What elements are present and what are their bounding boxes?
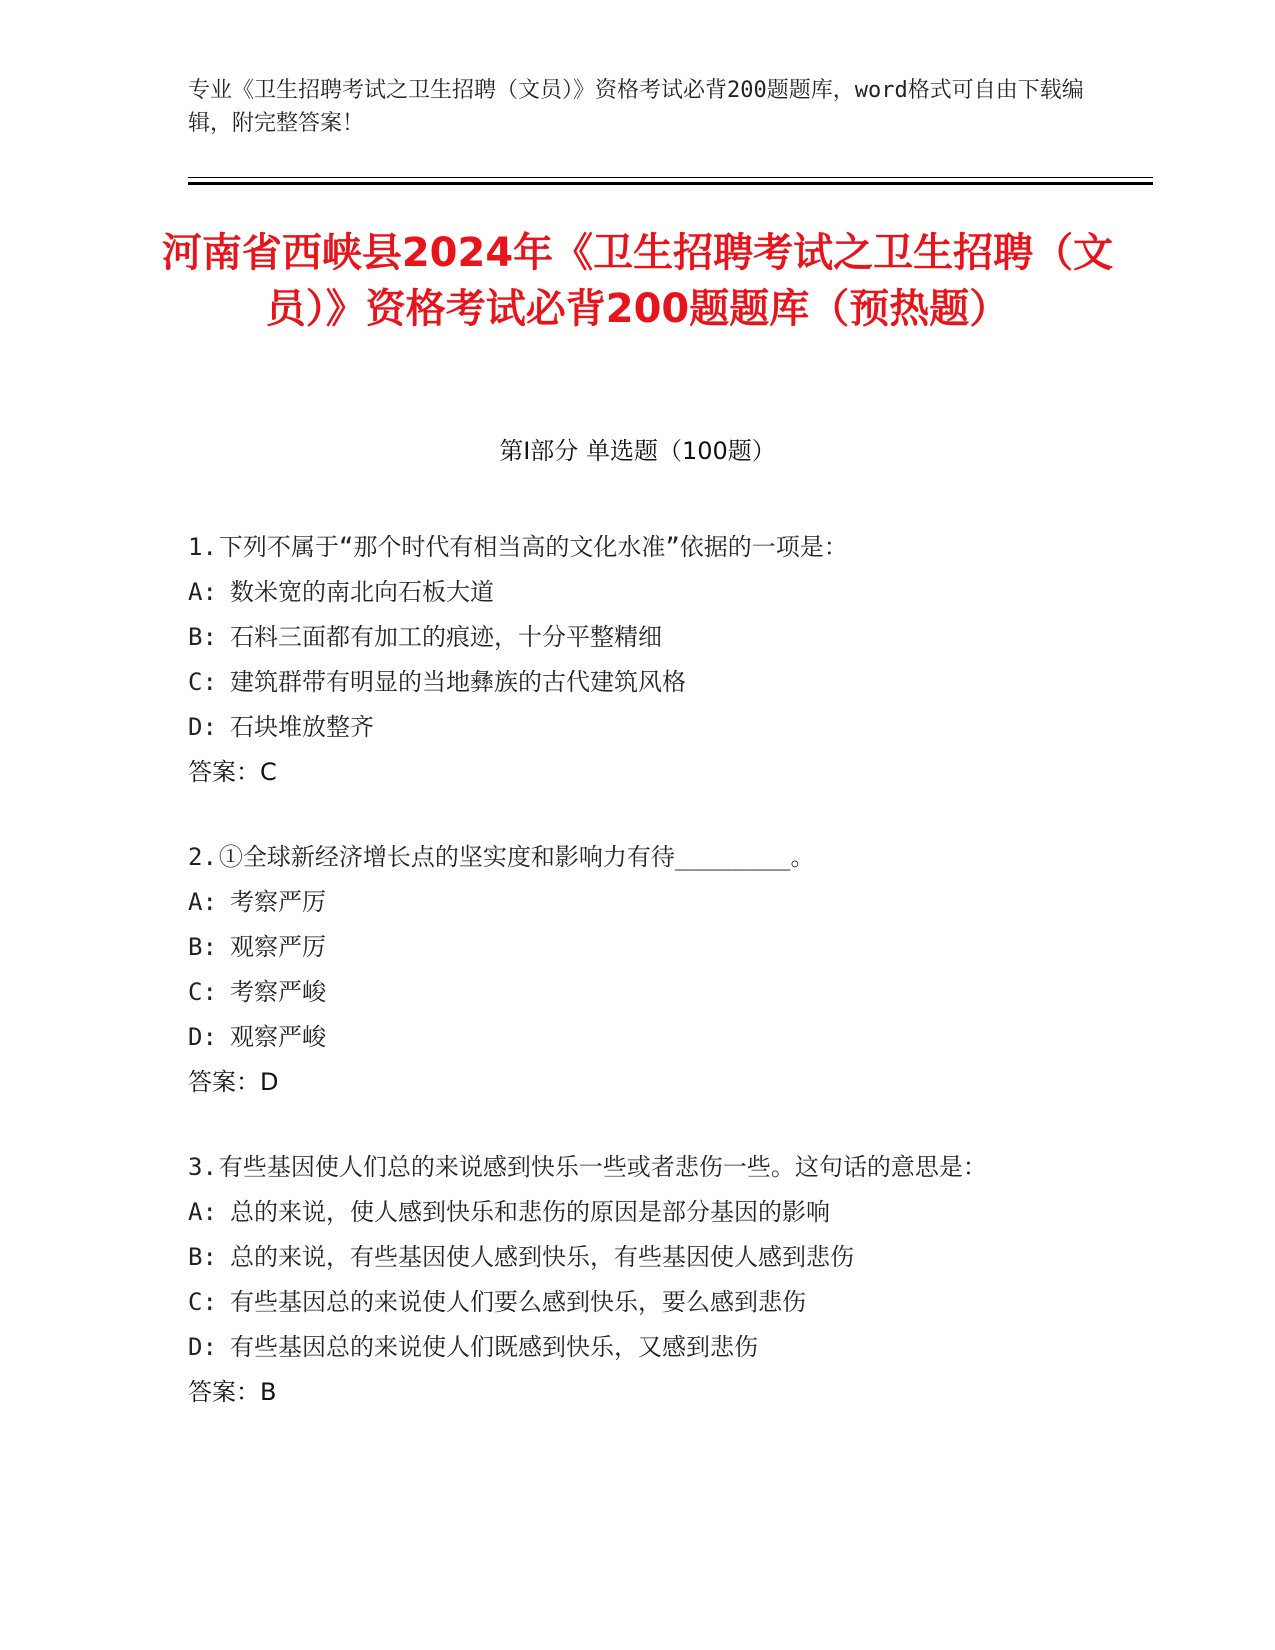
- answer-line: [188, 1060, 1068, 1105]
- option-label: C:: [188, 1288, 217, 1316]
- option-b: [188, 1235, 1068, 1280]
- option-text: 总的来说，有些基因使人感到快乐，有些基因使人感到悲伤: [230, 1243, 854, 1271]
- answer-label: 答案：: [188, 758, 260, 786]
- option-label: C:: [188, 978, 217, 1006]
- question-3: [188, 1145, 1068, 1415]
- option-label: C:: [188, 668, 217, 696]
- option-text: 观察严峻: [230, 1023, 326, 1051]
- option-label: B:: [188, 623, 217, 651]
- question-text: 下列不属于“那个时代有相当高的文化水准”依据的一项是：: [218, 533, 848, 561]
- option-label: A:: [188, 888, 217, 916]
- option-label: A:: [188, 1198, 217, 1226]
- answer-value: B: [260, 1378, 277, 1406]
- answer-label: 答案：: [188, 1378, 260, 1406]
- option-d: [188, 705, 1068, 750]
- answer-value: C: [260, 758, 277, 786]
- option-text: 数米宽的南北向石板大道: [230, 578, 494, 606]
- question-number: 1.: [188, 533, 217, 561]
- option-label: B:: [188, 933, 217, 961]
- option-text: 石块堆放整齐: [230, 713, 374, 741]
- header-divider-thick: [188, 182, 1153, 185]
- option-text: 总的来说，使人感到快乐和悲伤的原因是部分基因的影响: [230, 1198, 830, 1226]
- option-d: [188, 1015, 1068, 1060]
- answer-value: D: [260, 1068, 279, 1096]
- answer-label: 答案：: [188, 1068, 260, 1096]
- option-text: 石料三面都有加工的痕迹，十分平整精细: [230, 623, 662, 651]
- option-a: [188, 880, 1068, 925]
- option-d: [188, 1325, 1068, 1370]
- option-text: 观察严厉: [230, 933, 326, 961]
- option-b: [188, 925, 1068, 970]
- option-c: [188, 970, 1068, 1015]
- option-c: [188, 1280, 1068, 1325]
- option-a: [188, 1190, 1068, 1235]
- option-c: [188, 660, 1068, 705]
- option-text: 考察严厉: [230, 888, 326, 916]
- option-label: B:: [188, 1243, 217, 1271]
- option-text: 建筑群带有明显的当地彝族的古代建筑风格: [230, 668, 686, 696]
- question-number: 3.: [188, 1153, 217, 1181]
- answer-line: [188, 750, 1068, 795]
- document-title: 河南省西峡县2024年《卫生招聘考试之卫生招聘（文员）》资格考试必背200题题库（预热题）: [161, 230, 1114, 332]
- question-stem: [188, 525, 1068, 570]
- option-a: [188, 570, 1068, 615]
- question-number: 2.: [188, 843, 217, 871]
- option-label: D:: [188, 1023, 217, 1051]
- option-text: 有些基因总的来说使人们要么感到快乐，要么感到悲伤: [230, 1288, 806, 1316]
- question-2: [188, 835, 1068, 1105]
- question-1: [188, 525, 1068, 795]
- option-text: 有些基因总的来说使人们既感到快乐，又感到悲伤: [230, 1333, 758, 1361]
- question-text: 有些基因使人们总的来说感到快乐一些或者悲伤一些。这句话的意思是：: [218, 1153, 987, 1181]
- answer-line: [188, 1370, 1068, 1415]
- section-heading: 第Ⅰ部分 单选题（100题）: [499, 437, 776, 465]
- header-note: 专业《卫生招聘考试之卫生招聘（文员）》资格考试必背200题题库，word格式可自由下载编辑，附完整答案！: [188, 78, 1084, 136]
- question-text: ①全球新经济增长点的坚实度和影响力有待________。: [218, 843, 815, 871]
- question-stem: [188, 1145, 1068, 1190]
- option-label: D:: [188, 1333, 217, 1361]
- option-text: 考察严峻: [230, 978, 326, 1006]
- option-label: A:: [188, 578, 217, 606]
- question-stem: [188, 835, 1068, 880]
- option-label: D:: [188, 713, 217, 741]
- header-divider-thin: [188, 177, 1153, 178]
- option-b: [188, 615, 1068, 660]
- question-list: [188, 525, 1068, 1455]
